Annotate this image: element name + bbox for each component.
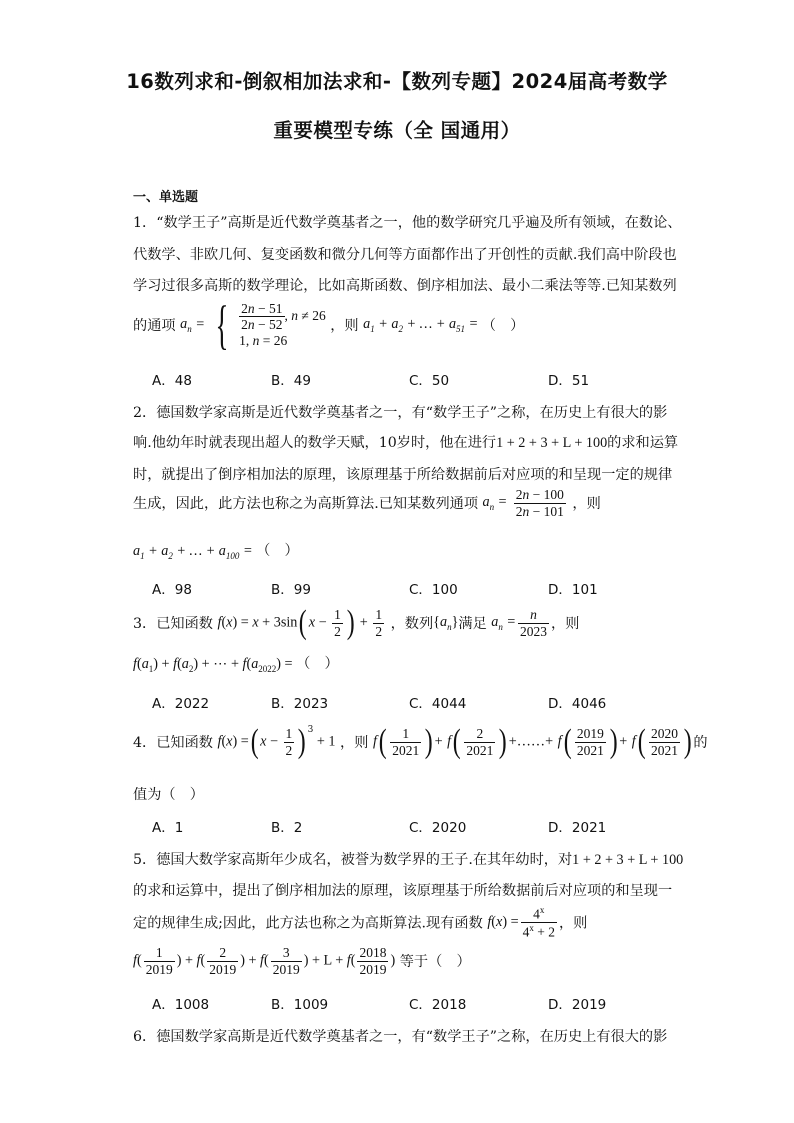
q3-line1-post: ，则 (551, 616, 580, 632)
q1-line3: 学习过很多高斯的数学理论，比如高斯函数、倒序相加法、最小二乘法等等.已知某数列 (133, 278, 677, 294)
q1-line1: 1．“数学王子”高斯是近代数学奠基者之一，他的数学研究几乎遍及所有领域，在数论、 (133, 215, 682, 231)
q6-line1: 6．德国数学家高斯是近代数学奠基者之一，有“数学王子”之称，在历史上有很大的影 (133, 1029, 668, 1045)
q1-option-a[interactable]: A．48 (152, 373, 192, 389)
q4-line2: 值为（ ） (133, 787, 204, 803)
q5-line1-text: 5．德国大数学家高斯年少成名，被誉为数学界的王子.在其年幼时，对 (133, 852, 573, 868)
q2-line4-text: 生成，因此，此方法也称之为高斯算法.已知某数列通项 (133, 496, 479, 513)
q2-line2-text: 响.他幼年时就表现出超人的数学天赋，10岁时，他在进行 (133, 435, 497, 451)
q1-line4: 的通项 $a_n$ = { $\frac{2n - 51}{2n - 52}$ , n ≠ 26 1, n = 26 ，则 $a_1 + a_2$ + … + $a_{51}$ = （ ） (133, 295, 525, 355)
q3-line1: 3．已知函数 f(x) = x + 3sin( x − $\frac{1}{2}$ ) + $\frac{1}{2}$ ，数列$\{a_n\}$满足 $a_n$ = $\frac{n}{2023}$ ，则 (133, 604, 580, 641)
q5-option-b[interactable]: B．1009 (271, 997, 329, 1013)
q1-option-d[interactable]: D．51 (548, 373, 590, 389)
q2-line5 (133, 540, 299, 561)
q3-option-c[interactable]: C．4044 (409, 696, 467, 712)
q4-option-b[interactable]: B．2 (271, 820, 303, 836)
document-title-line2: 重要模型专练（全 国通用） (273, 119, 521, 142)
q2-formula: $\frac{2n - 100}{2n - 101}$ (515, 487, 564, 519)
q3-line1-text: 3．已知函数 (133, 616, 213, 632)
q1-line4-post: ，则 (330, 318, 359, 334)
q4-option-c[interactable]: C．2020 (409, 820, 467, 836)
q2-option-c[interactable]: C．100 (409, 582, 458, 598)
section-heading: 一、单选题 (133, 190, 199, 205)
q4-line1-end: 的 (693, 735, 708, 751)
q2-option-a[interactable]: A．98 (152, 582, 192, 598)
q1-option-b[interactable]: B．49 (271, 373, 311, 389)
q5-option-d[interactable]: D．2019 (548, 997, 607, 1013)
q3-line1-mid: ，数列 (390, 616, 434, 632)
q3-line2: $f(a_1) + f(a_2)$ + ⋯ + $f(a_{2022})$ = （ ） (133, 656, 339, 674)
q3-func: f (217, 614, 222, 631)
q4-option-a[interactable]: A．1 (152, 820, 184, 836)
q5-option-a[interactable]: A．1008 (152, 997, 210, 1013)
q1-an: $a_n$ (180, 316, 192, 334)
q1-piecewise: $\frac{2n - 51}{2n - 52}$ , n ≠ 26 1, n = 26 (239, 300, 326, 348)
q2-line2 (133, 432, 678, 452)
q4-line1-post: ，则 (340, 735, 369, 751)
q2-sum: $a_1 + a_2$ + … + $a_{100}$ = (133, 543, 257, 561)
q1-line2: 代数学、非欧几何、复变函数和微分几何等方面都作出了开创性的贡献.我们高中阶段也 (133, 247, 677, 263)
q3-option-a[interactable]: A．2022 (152, 696, 210, 712)
q1-paren: （ ） (481, 318, 525, 334)
q5-line1 (133, 849, 683, 869)
q2-line4 (133, 487, 601, 519)
q3-line1-mid2: 满足 (458, 616, 487, 632)
document-title-line1: 16数列求和-倒叙相加法求和-【数列专题】2024届高考数学 (126, 70, 668, 93)
q4-option-d[interactable]: D．2021 (548, 820, 607, 836)
q5-line3-text: 定的规律生成;因此，此方法也称之为高斯算法.现有函数 (133, 915, 483, 932)
q4-line1: 4．已知函数 f(x) =( x − $\frac{1}{2}$ ) $^3$ + 1 ，则 f( $\frac{1}{2021}$ ) + f( $\frac{2}{2021}$ ) +……+ f( $\frac{2019}{2021}$ ) + f( $\frac{2020}{2021}$ ) 的 (133, 723, 708, 760)
q2-line4-post: ，则 (572, 496, 601, 513)
q5-option-c[interactable]: C．2018 (409, 997, 467, 1013)
q3-option-d[interactable]: D．4046 (548, 696, 607, 712)
q5-line4: f( $\frac{1}{2019}$ ) + f( $\frac{2}{2019}$ ) + f( $\frac{3}{2019}$ ) + L + f( $\frac{2018}{2019}$ ) 等于（ ） (133, 945, 471, 977)
q5-line3-post: ，则 (558, 915, 588, 932)
q3-paren: （ ） (296, 656, 339, 672)
q5-line2: 的求和运算中，提出了倒序相加法的原理，该原理基于所给数据前后对应项的和呈现一 (133, 883, 673, 899)
q2-line2-post: 的求和运算 (607, 435, 679, 451)
q1-sum: $a_1 + a_2$ + … + $a_{51}$ = (363, 316, 482, 334)
q1-option-c[interactable]: C．50 (409, 373, 450, 389)
q2-line3: 时，就提出了倒序相加法的原理，该原理基于所给数据前后对应项的和呈现一定的规律 (133, 467, 673, 483)
q5-series: 1 + 2 + 3 + L + 100 (572, 852, 684, 868)
q2-option-b[interactable]: B．99 (271, 582, 311, 598)
q5-line3: 定的规律生成;因此，此方法也称之为高斯算法.现有函数 f(x) = $\frac{4^x}{4^x + 2}$ ，则 (133, 905, 588, 940)
q4-line1-text: 4．已知函数 (133, 735, 213, 751)
q2-line1: 2．德国数学家高斯是近代数学奠基者之一，有“数学王子”之称，在历史上有很大的影 (133, 405, 668, 421)
q3-sum: f (133, 656, 137, 672)
q2-paren: （ ） (256, 543, 299, 559)
q2-an: $a_n$ = (482, 494, 508, 512)
q2-option-d[interactable]: D．101 (548, 582, 598, 598)
q2-series: 1 + 2 + 3 + L + 100 (496, 435, 608, 451)
q3-option-b[interactable]: B．2023 (271, 696, 329, 712)
q1-brace: { (215, 295, 229, 355)
q1-line4-pre: 的通项 (133, 318, 176, 334)
q5-line4-post: 等于（ ） (399, 954, 471, 971)
